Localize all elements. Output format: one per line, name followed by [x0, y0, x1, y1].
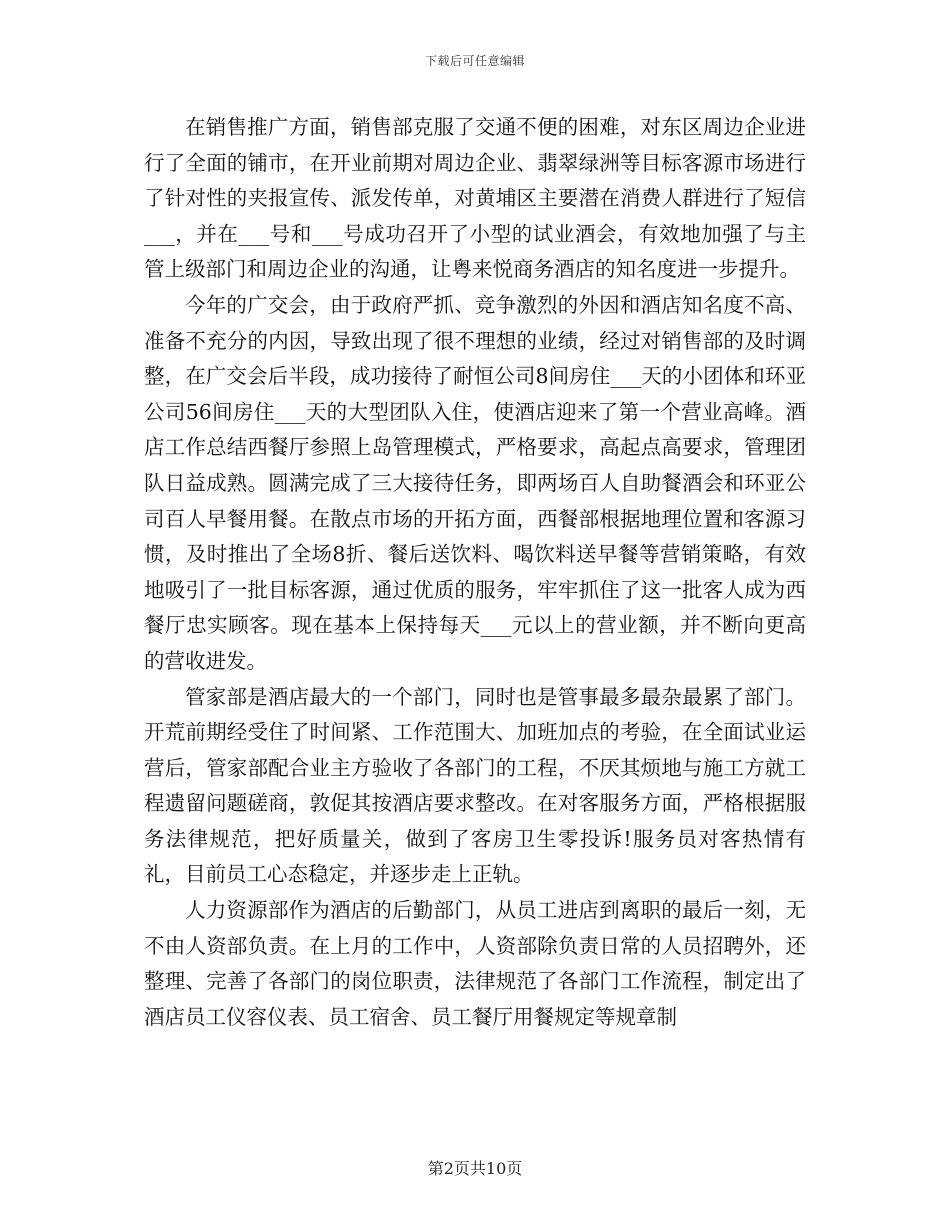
paragraph-sales-promotion: 在销售推广方面，销售部克服了交通不便的困难，对东区周边企业进行了全面的铺市，在开业前期对周边企业、翡翠绿洲等目标客源市场进行了针对性的夹报宣传、派发传单，对黄埔区主要潜在消费人群进行了短信___，并在___号和___号成功召开了小型的试业酒会，有效地加强了与主管上级部门和周边企业的沟通，让粤来悦商务酒店的知名度进一步提升。	[144, 115, 806, 282]
paragraph-human-resources: 人力资源部作为酒店的后勤部门，从员工进店到离职的最后一刻，无不由人资部负责。在上月的工作中，人资部除负责日常的人员招聘外，还整理、完善了各部门的岗位职责，法律规范了各部门工作流程，制定出了酒店员工仪容仪表、员工宿舍、员工餐厅用餐规定等规章制	[144, 898, 806, 1029]
document-body	[144, 110, 806, 1035]
page-number-footer: 第2页共10页	[427, 1159, 523, 1178]
paragraph-canton-fair: 今年的广交会，由于政府严抓、竞争激烈的外因和酒店知名度不高、准备不充分的内因，导致出现了很不理想的业绩，经过对销售部的及时调整，在广交会后半段，成功接待了耐恒公司8间房住___天的小团体和环亚公司56间房住___天的大型团队入住，使酒店迎来了第一个营业高峰。酒店工作总结西餐厅参照上岛管理模式，严格要求，高起点高要求，管理团队日益成熟。圆满完成了三大接待任务，即两场百人自助餐酒会和环亚公司百人早餐用餐。在散点市场的开拓方面，西餐部根据地理位置和客源习惯，及时推出了全场8折、餐后送饮料、喝饮料送早餐等营销策略，有效地吸引了一批目标客源，通过优质的服务，牢牢抓住了这一批客人成为西餐厅忠实顾客。现在基本上保持每天___元以上的营业额，并不断向更高的营收进发。	[144, 292, 806, 673]
page-header-note: 下载后可任意编辑	[424, 54, 525, 68]
paragraph-housekeeping: 管家部是酒店最大的一个部门，同时也是管事最多最杂最累了部门。开荒前期经受住了时间紧、工作范围大、加班加点的考验，在全面试业运营后，管家部配合业主方验收了各部门的工程，不厌其烦地与施工方就工程遗留问题磋商，敦促其按酒店要求整改。在对客服务方面，严格根据服务法律规范，把好质量关，做到了客房卫生零投诉!服务员对客热情有礼，目前员工心态稳定，并逐步走上正轨。	[144, 684, 806, 887]
